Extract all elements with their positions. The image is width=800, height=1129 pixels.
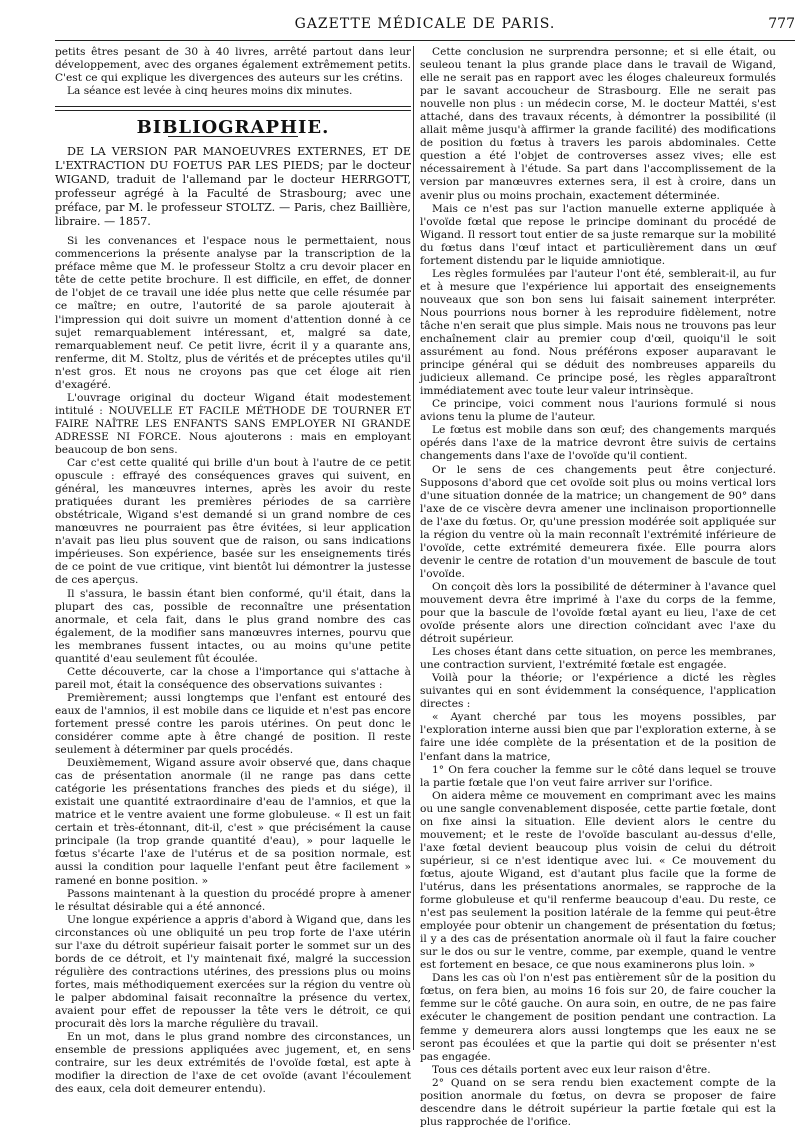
body-paragraph: Le fœtus est mobile dans son œuf; des changements marqués opérés dans l'axe de la matrice devront être suivis de certains changements dans l'axe de l'ovoïde qu'il contient. [420,424,776,463]
intro-paragraph: petits êtres pesant de 30 à 40 livres, arrêté partout dans leur développement, avec des organes également extrêmement petits. C'est ce qui explique les divergences des auteurs sur les crétins. [55,46,411,85]
section-divider [55,106,411,111]
body-paragraph: En un mot, dans le plus grand nombre des circonstances, un ensemble de pressions appliquées avec jugement, et, en sens contraire, sur les deux extrémités de l'ovoïde fœtal, est apte à modifier la direction de l'axe de cet ovoïde (avant l'écoulement des eaux, cela doit demeurer entendu). [55,1031,411,1096]
journal-title: GAZETTE MÉDICALE DE PARIS. [294,16,556,32]
left-column [55,46,411,1096]
body-paragraph: Passons maintenant à la question du procédé propre à amener le résultat désirable qui a été annoncé. [55,887,411,913]
body-paragraph: Les règles formulées par l'auteur l'ont été, semblerait-il, au fur et à mesure que l'expérience lui apportait des enseignements nouveaux que son bon sens lui faisait sainement interpréter. Nous pourrions nous borner à les reproduire fidèlement, notre tâche n'en serait que plus simple. Mais nous ne trouvons pas leur enchaînement clair au premier coup d'œil, quoiqu'il le soit assurément au fond. Nous préférons exposer auparavant le principe général qui se déduit des nombreuses appareils du judicieux allemand. Ce principe posé, les règles apparaîtront immédiatement avec toute leur valeur intrinsèque. [420,267,776,398]
body-paragraph: 2° Quand on se sera rendu bien exactement compte de la position anormale du fœtus, on devra se proposer de faire descendre dans le détroit supérieur la partie fœtale qui est la plus rapprochée de l'orifice. [420,1076,776,1128]
intro-paragraph: La séance est levée à cinq heures moins dix minutes. [67,85,353,98]
body-paragraph: Il s'assura, le bassin étant bien conformé, qu'il était, dans la plupart des cas, possible de reconnaître une présentation anormale, et cela fait, dans le plus grand nombre des cas également, de la modifier sans manœuvres internes, pourvu que les membranes fussent intactes, ou au moins qu'une petite quantité d'eau seulement fût écoulée. [55,587,411,665]
body-paragraph: Une longue expérience a appris d'abord à Wigand que, dans les circonstances où une obliquité un peu trop forte de l'axe utérin sur l'axe du détroit supérieur faisait porter le sommet sur un des bords de ce détroit, et l'y maintenait fixé, malgré la succession régulière des contractions utérines, des pressions plus ou moins fortes, mais méthodiquement exercées sur la région du ventre où le palper abdominal faisait reconnaître la présence du vertex, avaient pour effet de repousser la tête vers le détroit, ce qui procurait dès lors la marche régulière du travail. [55,913,411,1031]
body-paragraph: « Ayant cherché par tous les moyens possibles, par l'exploration interne aussi bien que par l'exploration externe, à se faire une idée complète de la présentation et de la position de l'enfant dans la matrice, [420,711,776,763]
body-paragraph: Si les convenances et l'espace nous le permettaient, nous commencerions la présente analyse par la transcription de la préface même que M. le professeur Stoltz a cru devoir placer en tête de cette petite brochure. Il est difficile, en effet, de donner de l'objet de ce travail une idée plus nette que celle résumée par ce maître; en outre, l'autorité de sa parole ajouterait à l'impression qui doit suivre un moment d'attention donné à ce sujet remarquablement intéressant, et, malgré sa date, remarquablement neuf. Ce petit livre, écrit il y a quarante ans, renferme, dit M. Stoltz, plus de vérités et de préceptes utiles qu'il n'est gros. Et nous ne croyons pas que cet éloge ait rien d'exagéré. [55,235,411,391]
right-column [420,46,776,1128]
body-paragraph: Les choses étant dans cette situation, on perce les membranes, une contraction survient, l'extrémité fœtale est engagée. [420,646,776,672]
body-paragraph: Premièrement; aussi longtemps que l'enfant est entouré des eaux de l'amnios, il est mobile dans ce liquide et n'est pas encore fortement pressé contre les parois utérines. On peut donc le considérer comme apte à être changé de position. Il reste seulement à déterminer par quels procédés. [55,691,411,757]
page-header [55,14,795,40]
bibliography-heading: DE LA VERSION PAR MANOEUVRES EXTERNES, ET DE L'EXTRACTION DU FOETUS PAR LES PIEDS; par le docteur WIGAND, traduit de l'allemand par le docteur HERRGOTT, professeur agrégé à la Faculté de Strasbourg; avec une préface, par M. le professeur STOLTZ. — Paris, chez Baillière, libraire. — 1857. [55,145,411,229]
body-paragraph: Mais ce n'est pas sur l'action manuelle externe appliquée à l'ovoïde fœtal que repose le principe dominant du procédé de Wigand. Il ressort tout entier de sa juste remarque sur la mobilité du fœtus dans l'œuf intact et particulièrement dans un œuf fortement distendu par le liquide amniotique. [420,202,776,267]
body-paragraph: Tous ces détails portent avec eux leur raison d'être. [432,1063,711,1076]
page-number: 777 [768,16,795,32]
body-paragraph: Cette découverte, car la chose a l'importance qui s'attache à pareil mot, était la conséquence des observations suivantes : [55,665,411,691]
body-paragraph: Dans les cas où l'on n'est pas entièrement sûr de la position du fœtus, on fera bien, au moins 16 fois sur 20, de faire coucher la femme sur le côté gauche. On aura soin, en outre, de ne pas faire exécuter le changement de position pendant une contraction. La femme y demeurera alors aussi longtemps que les eaux ne se seront pas écoulées et que la partie qui doit se présenter n'est pas engagée. [420,972,776,1063]
body-paragraph: On aidera même ce mouvement en comprimant avec les mains ou une sangle convenablement disposée, cette partie fœtale, dont on fixe ainsi la situation. Elle devient alors le centre du mouvement; et le reste de l'ovoïde basculant au-dessus d'elle, l'axe fœtal devient beaucoup plus voisin de celui du détroit supérieur, si ce n'est identique avec lui. « Ce mouvement du fœtus, ajoute Wigand, est d'autant plus facile que la forme de l'utérus, dans les présentations anormales, se rapproche de la forme globuleuse et qu'il renferme beaucoup d'eau. Du reste, ce n'est pas seulement la position latérale de la femme qui peut-être employée pour obtenir un changement de présentation du fœtus; il y a des cas de présentation anormale où il faut la faire coucher sur le dos ou sur le ventre, comme, par exemple, quand le ventre est fortement en besace, ce que nous examinerons plus loin. » [420,789,776,972]
body-paragraph: Voilà pour la théorie; or l'expérience a dicté les règles suivantes qui en sont évidemment la conséquence, l'application directes : [420,672,776,711]
body-paragraph: Cette conclusion ne surprendra personne; et si elle était, ou seuleou tenant la plus grande place dans le travail de Wigand, elle ne serait pas en rapport avec les éloges chaleureux formulés par le savant accoucheur de Strasbourg. Elle ne serait pas nouvelle non plus : un médecin corse, M. le docteur Mattéi, s'est attaché, dans des travaux récents, à démontrer la possibilité (il allait même jusqu'à affirmer la grande facilité) des modifications de position du fœtus à travers les parois abdominales. Cette question a été l'objet de controverses assez vives; elle est nécessairement à l'étude. Sa part dans l'accomplissement de la version par manœuvres externes sera, il est à croire, dans un avenir plus ou moins prochain, exactement déterminée. [420,46,776,202]
column-divider [413,46,414,1050]
body-paragraph: Deuxièmement, Wigand assure avoir observé que, dans chaque cas de présentation anormale (il ne range pas dans cette catégorie les présentations franches des pieds et du siége), il existait une quantité extraordinaire d'eau de l'amnios, et que la matrice et le ventre avaient une forme globuleuse. « Il est un fait certain et très-étonnant, dit-il, c'est » que précisément la cause principale (la trop grande quantité d'eau), » pour laquelle le fœtus s'écarte l'axe de l'utérus et de sa position normale, est aussi la condition pour laquelle l'enfant peut être facilement » ramené en bonne position. » [55,757,411,887]
body-paragraph: Car c'est cette qualité qui brille d'un bout à l'autre de ce petit opuscule : effrayé des conséquences graves qui suivent, en général, les manœuvres internes, après les avoir du reste pratiquées durant les premières périodes de sa carrière obstétricale, Wigand s'est demandé si un grand nombre de ces manœuvres ne pourraient pas être évitées, si leur application n'avait pas lieu plus souvent que de raison, ou sans indications impérieuses. Son expérience, basée sur les enseignements tirés de ce point de vue critique, vint bientôt lui démontrer la justesse de ces aperçus. [55,457,411,587]
body-paragraph: Ce principe, voici comment nous l'aurions formulé si nous avions tenu la plume de l'auteur. [420,398,776,424]
body-paragraph: Or le sens de ces changements peut être conjecturé. Supposons d'abord que cet ovoïde soit plus ou moins vertical lors d'une situation donnée de la matrice; un changement de 90° dans l'axe de ce viscère devra amener une inclinaison proportionnelle de l'axe du fœtus. Or, qu'une pression modérée soit appliquée sur la région du ventre où la main reconnaît l'extrémité inférieure de l'ovoïde, cette extrémité demeurera fixée. Elle pourra alors devenir le centre de rotation d'un mouvement de bascule de tout l'ovoïde. [420,463,776,580]
body-paragraph: On conçoit dès lors la possibilité de déterminer à l'avance quel mouvement devra être imprimé à l'axe du corps de la femme, pour que la bascule de l'ovoïde fœtal ayant eu lieu, l'axe de cet ovoïde présente alors une direction coïncidant avec l'axe du détroit supérieur. [420,580,776,646]
body-paragraph: L'ouvrage original du docteur Wigand était modestement intitulé : NOUVELLE ET FACILE MÉTHODE DE TOURNER ET FAIRE NAÎTRE LES ENFANTS SANS EMPLOYER NI GRANDE ADRESSE NI FORCE. Nous ajouterons : mais en employant beaucoup de bon sens. [55,391,411,456]
section-title: BIBLIOGRAPHIE. [136,117,330,139]
header-rule [55,40,795,41]
body-paragraph: 1° On fera coucher la femme sur le côté dans lequel se trouve la partie fœtale que l'on veut faire arriver sur l'orifice. [420,763,776,789]
